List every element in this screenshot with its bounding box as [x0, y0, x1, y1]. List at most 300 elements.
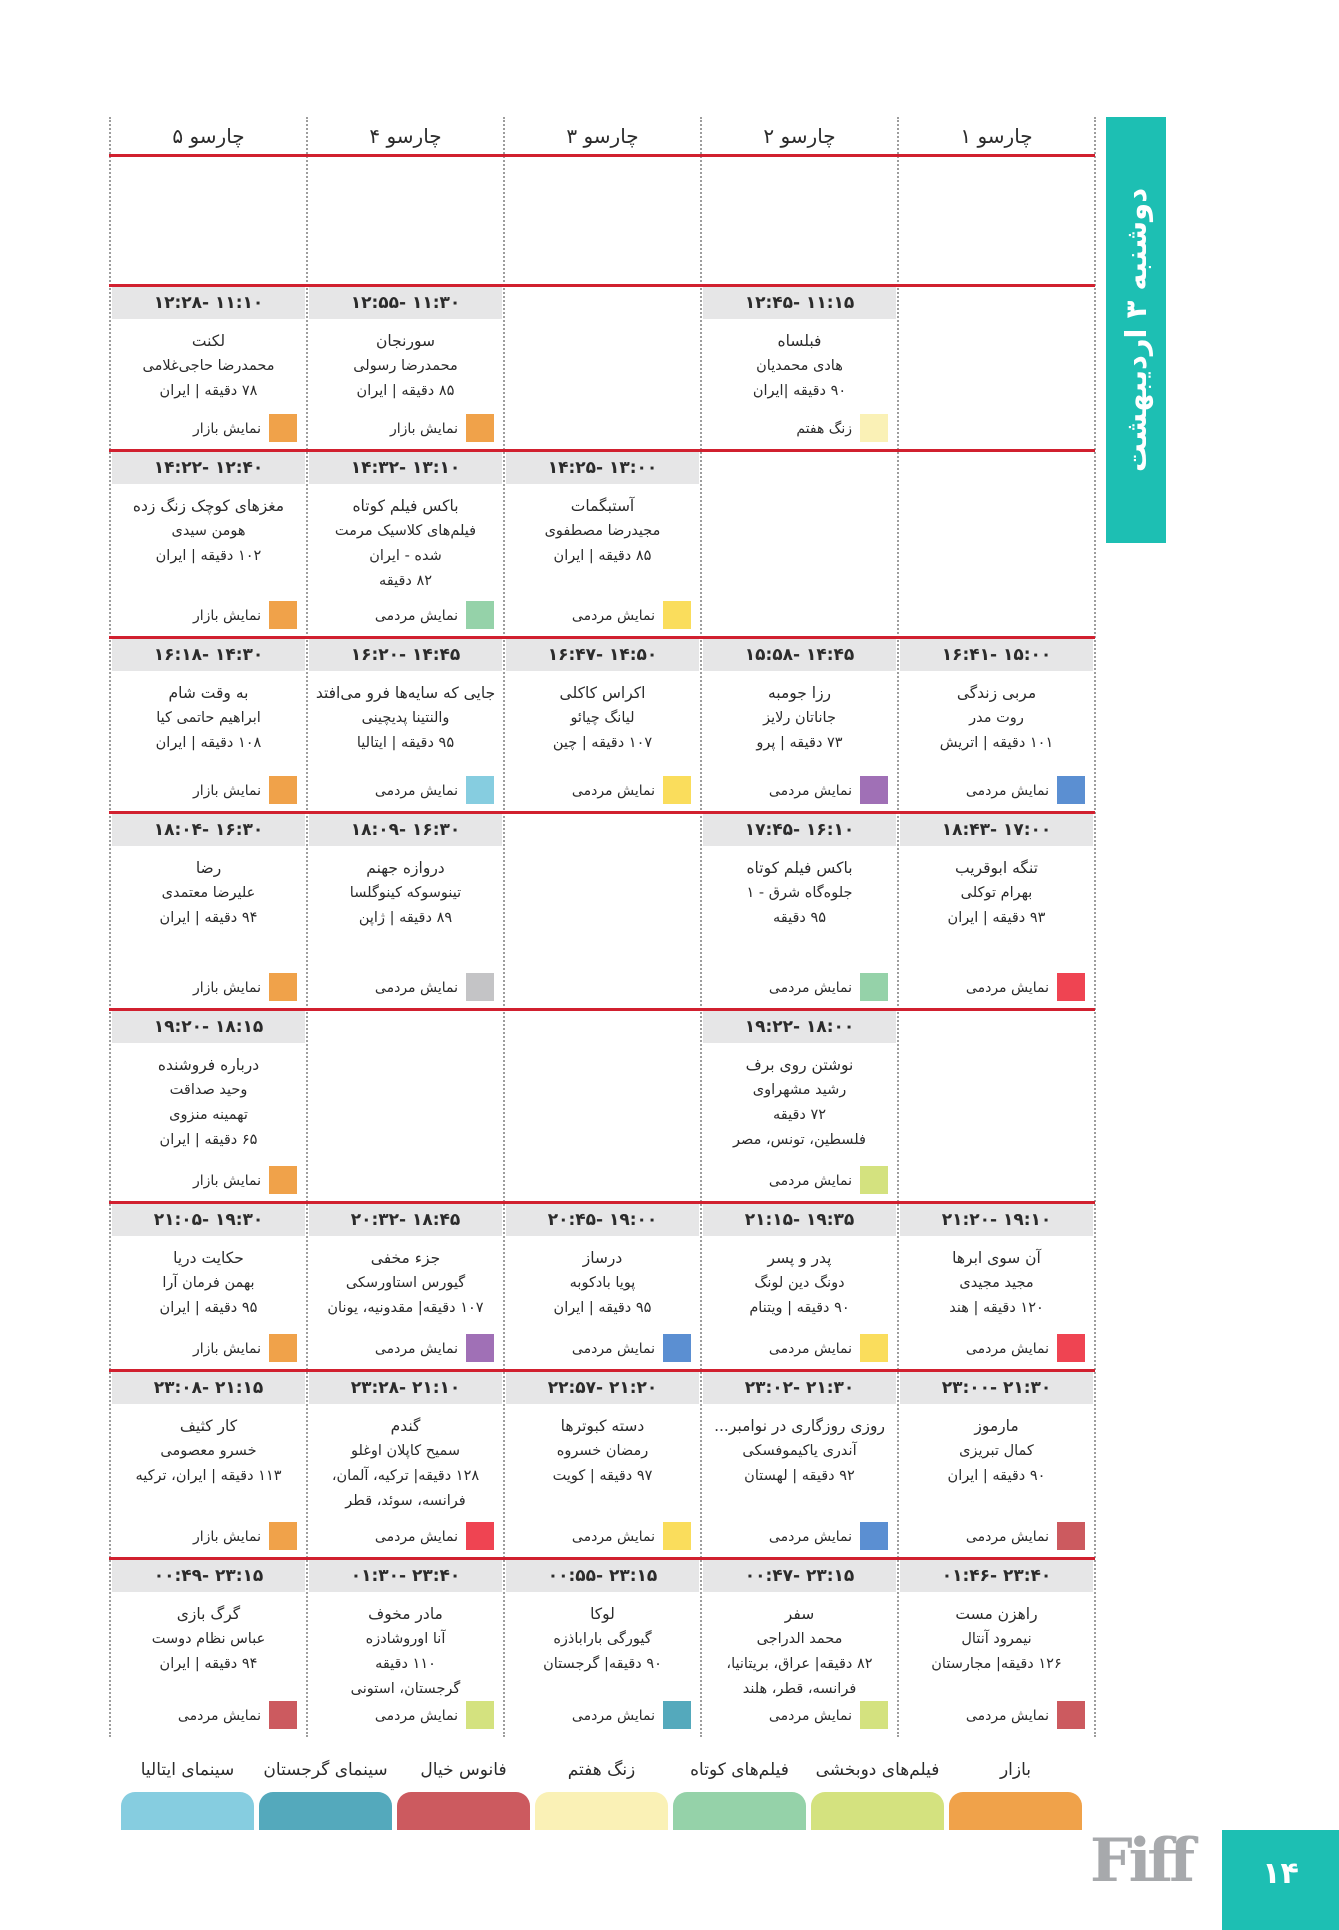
film-detail: ۹۵ دقیقه | ایران — [159, 1300, 258, 1316]
film-detail: ۹۲ دقیقه | لهستان — [744, 1468, 855, 1484]
film-detail: ۹۰ دقیقه |ایران — [752, 383, 847, 399]
column-divider — [109, 117, 111, 1737]
film-detail: خسرو معصومی — [160, 1443, 257, 1459]
section-tag — [511, 1701, 691, 1731]
screening-time: ۱۱:۳۰ -۱۲:۵۵ — [309, 287, 502, 319]
column-divider — [503, 117, 505, 1737]
screening-cell[interactable] — [309, 814, 502, 1009]
film-title: باکس فیلم کوتاه — [746, 859, 853, 877]
film-detail: دونگ دین لونگ — [754, 1275, 845, 1291]
film-detail: تهمینه منزوی — [169, 1107, 248, 1123]
film-title: لکنت — [191, 332, 226, 350]
legend-label: سینمای گرجستان — [263, 1760, 388, 1780]
section-label: نمایش مردمی — [768, 1173, 852, 1189]
section-color-swatch — [269, 601, 297, 629]
legend-color-tab — [397, 1792, 530, 1830]
film-title: راهزن مست — [955, 1605, 1038, 1623]
section-color-swatch — [663, 1522, 691, 1550]
section-color-swatch — [860, 1334, 888, 1362]
screening-cell[interactable] — [309, 452, 502, 637]
film-title: درباره فروشنده — [157, 1056, 260, 1074]
legend-label: سینمای ایتالیا — [140, 1760, 235, 1780]
hall-header: چارسو ۵ — [172, 124, 245, 148]
screening-time: ۲۱:۱۰ -۲۳:۲۸ — [309, 1372, 502, 1404]
section-label: نمایش بازار — [192, 980, 261, 996]
column-divider — [306, 117, 308, 1737]
screening-info — [112, 494, 305, 569]
film-detail: گرجستان، استونی — [350, 1681, 461, 1697]
film-detail: لیانگ چیائو — [570, 710, 635, 726]
section-tag — [117, 601, 297, 631]
film-detail: ۸۲ دقیقه — [378, 573, 433, 589]
screening-cell[interactable] — [309, 639, 502, 812]
section-label: نمایش مردمی — [571, 783, 655, 799]
screening-cell[interactable] — [309, 287, 502, 450]
film-detail: رشید مشهراوی — [752, 1082, 847, 1098]
section-label: نمایش مردمی — [768, 1529, 852, 1545]
screening-time: ۱۶:۱۰ -۱۷:۴۵ — [703, 814, 896, 846]
film-detail: محمد الدراجی — [756, 1631, 843, 1647]
section-label: نمایش مردمی — [768, 783, 852, 799]
screening-time: ۱۱:۱۵ -۱۲:۴۵ — [703, 287, 896, 319]
screening-info — [309, 494, 502, 594]
section-tag — [708, 1701, 888, 1731]
section-label: نمایش مردمی — [571, 1708, 655, 1724]
section-color-swatch — [1057, 1522, 1085, 1550]
hall-header: چارسو ۳ — [566, 124, 639, 148]
section-tag — [511, 601, 691, 631]
screening-cell[interactable] — [112, 1204, 305, 1370]
screening-cell[interactable] — [506, 1204, 699, 1370]
section-tag — [314, 601, 494, 631]
schedule-grid — [109, 117, 1095, 1737]
section-tag — [511, 776, 691, 806]
screening-cell[interactable] — [506, 452, 699, 637]
hall-header: چارسو ۲ — [763, 124, 836, 148]
film-detail: ۹۰ دقیقه | ویتنام — [749, 1300, 850, 1316]
section-color-swatch — [269, 776, 297, 804]
section-label: نمایش بازار — [192, 1341, 261, 1357]
screening-cell[interactable] — [703, 287, 896, 450]
screening-info — [506, 681, 699, 756]
section-label: نمایش مردمی — [965, 1529, 1049, 1545]
screening-info — [309, 1246, 502, 1321]
section-color-swatch — [466, 1701, 494, 1729]
screening-info — [309, 856, 502, 931]
screening-time: ۲۱:۱۵ -۲۳:۰۸ — [112, 1372, 305, 1404]
legend-color-tab — [535, 1792, 668, 1830]
screening-info — [309, 1414, 502, 1514]
legend-color-tab — [673, 1792, 806, 1830]
section-tag — [511, 1522, 691, 1552]
screening-cell[interactable] — [703, 1560, 896, 1737]
section-tag — [905, 1701, 1085, 1731]
section-tag — [314, 1701, 494, 1731]
date-label: دوشنبه ۳ اردیبهشت — [1119, 187, 1153, 473]
film-detail: علیرضا معتمدی — [161, 885, 256, 901]
section-label: نمایش مردمی — [768, 980, 852, 996]
screening-time: ۲۱:۳۰ -۲۳:۰۲ — [703, 1372, 896, 1404]
section-label: نمایش مردمی — [768, 1708, 852, 1724]
section-tag — [708, 1522, 888, 1552]
screening-cell[interactable] — [112, 639, 305, 812]
film-detail: هومن سیدی — [171, 523, 246, 539]
section-tag — [314, 973, 494, 1003]
film-detail: ۱۰۷ دقیقه| مقدونیه، یونان — [327, 1300, 484, 1316]
film-detail: هادی محمدیان — [756, 358, 843, 374]
screening-cell[interactable] — [112, 287, 305, 450]
screening-cell[interactable] — [703, 1011, 896, 1202]
screening-cell[interactable] — [900, 1204, 1093, 1370]
film-detail: ۹۴ دقیقه | ایران — [159, 1656, 258, 1672]
screening-info — [309, 681, 502, 756]
film-title: حکایت دریا — [173, 1249, 244, 1267]
film-detail: آنا اوروشادزه — [365, 1631, 446, 1647]
film-detail: وحید صداقت — [169, 1082, 248, 1098]
screening-time: ۲۳:۴۰ -۰۱:۴۶ — [900, 1560, 1093, 1592]
film-detail: روت مدر — [969, 710, 1024, 726]
section-tag — [314, 776, 494, 806]
film-detail: ۱۰۷ دقیقه | چین — [552, 735, 653, 751]
film-title: گندم — [390, 1417, 421, 1435]
hall-header: چارسو ۴ — [369, 124, 442, 148]
film-title: جایی که سایه‌ها فرو می‌افتد — [315, 684, 496, 702]
film-title: رضا — [195, 859, 222, 877]
film-title: مارموز — [974, 1417, 1019, 1435]
section-label: نمایش مردمی — [571, 608, 655, 624]
screening-time: ۲۱:۳۰ -۲۳:۰۰ — [900, 1372, 1093, 1404]
screening-info — [506, 1602, 699, 1677]
section-color-swatch — [1057, 776, 1085, 804]
screening-info — [900, 1246, 1093, 1321]
screening-cell[interactable] — [309, 1560, 502, 1737]
screening-cell[interactable] — [703, 1204, 896, 1370]
section-color-swatch — [860, 414, 888, 442]
section-tag — [905, 973, 1085, 1003]
film-title: روزی روزگاری در نوامبر... — [714, 1417, 885, 1435]
film-title: فبلساه — [777, 332, 822, 350]
screening-time: ۱۳:۱۰ -۱۴:۳۲ — [309, 452, 502, 484]
film-detail: فلسطین، تونس، مصر — [733, 1132, 866, 1148]
section-label: زنگ هفتم — [796, 421, 852, 437]
film-detail: رمضان خسروه — [556, 1443, 649, 1459]
film-detail: بهرام توکلی — [960, 885, 1033, 901]
screening-time: ۱۹:۰۰ -۲۰:۴۵ — [506, 1204, 699, 1236]
screening-time: ۲۳:۱۵ -۰۰:۵۵ — [506, 1560, 699, 1592]
film-detail: ۸۹ دقیقه | ژاپن — [358, 910, 453, 926]
film-detail: ۱۲۸ دقیقه| ترکیه، آلمان، — [331, 1468, 480, 1484]
screening-cell[interactable] — [112, 1560, 305, 1737]
screening-time: ۱۳:۰۰ -۱۴:۲۵ — [506, 452, 699, 484]
section-label: نمایش بازار — [389, 421, 458, 437]
film-title: آستبگمات — [570, 497, 635, 515]
screening-cell[interactable] — [506, 1560, 699, 1737]
film-detail: ۱۰۲ دقیقه | ایران — [155, 548, 262, 564]
film-detail: ۸۵ دقیقه | ایران — [356, 383, 455, 399]
film-detail: ابراهیم حاتمی کیا — [156, 710, 261, 726]
screening-time: ۱۴:۴۵ -۱۶:۲۰ — [309, 639, 502, 671]
screening-time: ۱۶:۳۰ -۱۸:۰۹ — [309, 814, 502, 846]
section-tag — [905, 1522, 1085, 1552]
film-title: رزا جومبه — [767, 684, 832, 702]
section-color-swatch — [663, 776, 691, 804]
column-divider — [700, 117, 702, 1737]
section-color-swatch — [1057, 1334, 1085, 1362]
screening-time: ۱۴:۴۵ -۱۵:۵۸ — [703, 639, 896, 671]
film-detail: ۹۰ دقیقه| گرجستان — [543, 1656, 662, 1672]
section-color-swatch — [860, 973, 888, 1001]
section-color-swatch — [1057, 973, 1085, 1001]
screening-info — [112, 1053, 305, 1153]
film-title: گرگ بازی — [176, 1605, 241, 1623]
section-color-swatch — [466, 601, 494, 629]
screening-info — [703, 1246, 896, 1321]
section-label: نمایش بازار — [192, 783, 261, 799]
film-title: سفر — [784, 1605, 815, 1623]
section-label: نمایش مردمی — [965, 783, 1049, 799]
row-separator — [109, 154, 1095, 157]
screening-info — [703, 1414, 896, 1489]
film-detail: آندری یاکیموفسکی — [742, 1443, 857, 1459]
screening-time: ۲۱:۲۰ -۲۲:۵۷ — [506, 1372, 699, 1404]
film-detail: بهمن فرمان آرا — [162, 1275, 255, 1291]
film-title: مغزهای کوچک زنگ زده — [132, 497, 285, 515]
section-label: نمایش مردمی — [374, 1341, 458, 1357]
film-title: کار کثیف — [179, 1417, 238, 1435]
section-tag — [905, 1334, 1085, 1364]
screening-time: ۱۸:۰۰ -۱۹:۲۲ — [703, 1011, 896, 1043]
section-tag — [117, 1522, 297, 1552]
screening-cell[interactable] — [900, 1372, 1093, 1558]
screening-cell[interactable] — [309, 1372, 502, 1558]
film-detail: ۹۵ دقیقه | ایتالیا — [356, 735, 455, 751]
legend-label: زنگ هفتم — [567, 1760, 636, 1780]
section-color-swatch — [860, 1522, 888, 1550]
film-detail: مجید مجیدی — [959, 1275, 1034, 1291]
section-tag — [117, 1701, 297, 1731]
section-color-swatch — [663, 601, 691, 629]
section-tag — [117, 973, 297, 1003]
screening-time: ۱۲:۴۰ -۱۴:۲۲ — [112, 452, 305, 484]
screening-cell[interactable] — [703, 639, 896, 812]
screening-time: ۲۳:۱۵ -۰۰:۴۹ — [112, 1560, 305, 1592]
column-divider — [897, 117, 899, 1737]
film-detail: ۱۰۸ دقیقه | ایران — [155, 735, 262, 751]
film-title: جزء مخفی — [370, 1249, 441, 1267]
screening-info — [112, 856, 305, 931]
screening-info — [112, 1246, 305, 1321]
section-label: نمایش بازار — [192, 1529, 261, 1545]
film-detail: ۱۰۱ دقیقه | اتریش — [939, 735, 1054, 751]
screening-info — [309, 1602, 502, 1702]
screening-time: ۱۵:۰۰ -۱۶:۴۱ — [900, 639, 1093, 671]
section-color-swatch — [466, 1334, 494, 1362]
section-color-swatch — [663, 1334, 691, 1362]
screening-info — [112, 1414, 305, 1489]
legend-color-tab — [259, 1792, 392, 1830]
section-color-swatch — [269, 1334, 297, 1362]
section-label: نمایش مردمی — [965, 980, 1049, 996]
film-detail: ۱۱۳ دقیقه | ایران، ترکیه — [135, 1468, 282, 1484]
section-tag — [314, 1334, 494, 1364]
film-detail: والنتینا پدیچینی — [361, 710, 450, 726]
screening-time: ۱۴:۳۰ -۱۶:۱۸ — [112, 639, 305, 671]
section-label: نمایش مردمی — [374, 980, 458, 996]
film-detail: ۸۵ دقیقه | ایران — [553, 548, 652, 564]
section-tag — [708, 776, 888, 806]
film-detail: ۶۵ دقیقه | ایران — [159, 1132, 258, 1148]
section-color-swatch — [663, 1701, 691, 1729]
film-title: آن سوی ابرها — [952, 1249, 1041, 1267]
film-title: مادر مخوف — [368, 1605, 443, 1623]
section-color-swatch — [269, 973, 297, 1001]
festival-logo: Fiff — [1090, 1826, 1192, 1896]
screening-info — [703, 1053, 896, 1153]
section-tag — [708, 1166, 888, 1196]
film-detail: فرانسه، سوئد، قطر — [345, 1493, 466, 1509]
film-detail: شده - ایران — [369, 548, 442, 564]
legend-label: فانوس خیال — [420, 1760, 507, 1780]
section-color-swatch — [860, 776, 888, 804]
screening-cell[interactable] — [900, 639, 1093, 812]
screening-cell[interactable] — [703, 1372, 896, 1558]
film-detail: محمدرضا رسولی — [353, 358, 458, 374]
film-detail: جلوه‌گاه شرق - ۱ — [746, 885, 853, 901]
film-detail: عباس نظام دوست — [151, 1631, 266, 1647]
screening-time: ۱۷:۰۰ -۱۸:۴۳ — [900, 814, 1093, 846]
film-detail: پویا بادکوبه — [569, 1275, 636, 1291]
section-label: نمایش مردمی — [571, 1529, 655, 1545]
section-tag — [708, 1334, 888, 1364]
screening-info — [112, 1602, 305, 1677]
film-detail: نیمرود آنتال — [961, 1631, 1032, 1647]
section-color-swatch — [1057, 1701, 1085, 1729]
section-tag — [708, 414, 888, 444]
film-detail: ۷۲ دقیقه — [772, 1107, 827, 1123]
screening-info — [506, 1414, 699, 1489]
section-color-swatch — [269, 1166, 297, 1194]
film-detail: ۸۲ دقیقه| عراق، بریتانیا، — [726, 1656, 873, 1672]
film-detail: ۹۳ دقیقه | ایران — [947, 910, 1046, 926]
screening-cell[interactable] — [506, 1372, 699, 1558]
film-detail: فرانسه، قطر، هلند — [742, 1681, 857, 1697]
film-title: مربی زندگی — [956, 684, 1037, 702]
film-title: به وقت شام — [168, 684, 249, 702]
section-tag — [905, 776, 1085, 806]
film-detail: ۹۷ دقیقه | کویت — [552, 1468, 653, 1484]
section-tag — [117, 1166, 297, 1196]
screening-info — [112, 681, 305, 756]
screening-time: ۱۹:۳۵ -۲۱:۱۵ — [703, 1204, 896, 1236]
section-label: نمایش مردمی — [571, 1341, 655, 1357]
legend-color-tab — [949, 1792, 1082, 1830]
screening-cell[interactable] — [506, 639, 699, 812]
screening-time: ۲۳:۱۵ -۰۰:۴۷ — [703, 1560, 896, 1592]
section-label: نمایش مردمی — [768, 1341, 852, 1357]
film-detail: تینوسوکه کینوگلسا — [349, 885, 462, 901]
film-detail: کمال تبریزی — [959, 1443, 1034, 1459]
section-color-swatch — [466, 973, 494, 1001]
film-detail: ۹۵ دقیقه — [772, 910, 827, 926]
screening-time: ۱۹:۱۰ -۲۱:۲۰ — [900, 1204, 1093, 1236]
screening-cell[interactable] — [112, 452, 305, 637]
film-detail: گیورس استاورسکی — [345, 1275, 466, 1291]
section-label: نمایش مردمی — [965, 1708, 1049, 1724]
screening-cell[interactable] — [112, 814, 305, 1009]
film-detail: ۹۰ دقیقه | ایران — [947, 1468, 1046, 1484]
screening-info — [703, 329, 896, 404]
legend-labels — [0, 1760, 1339, 1790]
section-color-swatch — [466, 776, 494, 804]
screening-info — [112, 329, 305, 404]
section-color-swatch — [860, 1701, 888, 1729]
section-color-swatch — [269, 414, 297, 442]
section-label: نمایش مردمی — [965, 1341, 1049, 1357]
screening-cell[interactable] — [703, 814, 896, 1009]
section-label: نمایش مردمی — [374, 1529, 458, 1545]
film-title: سورنجان — [376, 332, 435, 350]
section-color-swatch — [269, 1522, 297, 1550]
section-label: نمایش بازار — [192, 608, 261, 624]
screening-info — [900, 1414, 1093, 1489]
section-tag — [511, 1334, 691, 1364]
section-label: نمایش بازار — [192, 421, 261, 437]
section-tag — [314, 414, 494, 444]
section-tag — [708, 973, 888, 1003]
film-detail: ۹۴ دقیقه | ایران — [159, 910, 258, 926]
date-tab — [1106, 117, 1166, 543]
section-color-swatch — [860, 1166, 888, 1194]
film-title: تنگه ابوقریب — [955, 859, 1038, 877]
page-number-box — [1222, 1830, 1339, 1930]
screening-time: ۱۴:۵۰ -۱۶:۴۷ — [506, 639, 699, 671]
section-color-swatch — [269, 1701, 297, 1729]
film-detail: ۷۳ دقیقه | پرو — [756, 735, 843, 751]
section-color-swatch — [466, 1522, 494, 1550]
screening-cell[interactable] — [309, 1204, 502, 1370]
screening-info — [900, 1602, 1093, 1677]
film-title: لوکا — [590, 1605, 615, 1623]
section-label: نمایش بازار — [192, 1173, 261, 1189]
film-detail: ۷۸ دقیقه | ایران — [159, 383, 258, 399]
screening-time: ۱۸:۱۵ -۱۹:۲۰ — [112, 1011, 305, 1043]
page-number: ۱۴ — [1262, 1856, 1299, 1891]
film-title: درساز — [582, 1249, 623, 1267]
film-detail: جاناتان رلایز — [763, 710, 836, 726]
legend-label: بازار — [999, 1760, 1032, 1780]
section-label: نمایش مردمی — [374, 1708, 458, 1724]
screening-time: ۲۳:۴۰ -۰۱:۳۰ — [309, 1560, 502, 1592]
film-detail: مجیدرضا مصطفوی — [544, 523, 661, 539]
film-title: پدر و پسر — [767, 1249, 832, 1267]
legend-color-tab — [811, 1792, 944, 1830]
screening-cell[interactable] — [112, 1372, 305, 1558]
film-detail: ۱۱۰ دقیقه — [375, 1656, 436, 1672]
section-tag — [117, 776, 297, 806]
screening-cell[interactable] — [900, 1560, 1093, 1737]
screening-info — [900, 856, 1093, 931]
section-label: نمایش مردمی — [177, 1708, 261, 1724]
film-detail: محمدرضا حاجی‌غلامی — [142, 358, 275, 374]
film-title: اکراس کاکلی — [559, 684, 646, 702]
section-label: نمایش مردمی — [374, 608, 458, 624]
screening-cell[interactable] — [112, 1011, 305, 1202]
film-detail: ۱۲۶ دقیقه| مجارستان — [931, 1656, 1062, 1672]
section-tag — [314, 1522, 494, 1552]
hall-header: چارسو ۱ — [960, 124, 1033, 148]
screening-cell[interactable] — [900, 814, 1093, 1009]
film-title: دسته کبوترها — [560, 1417, 645, 1435]
